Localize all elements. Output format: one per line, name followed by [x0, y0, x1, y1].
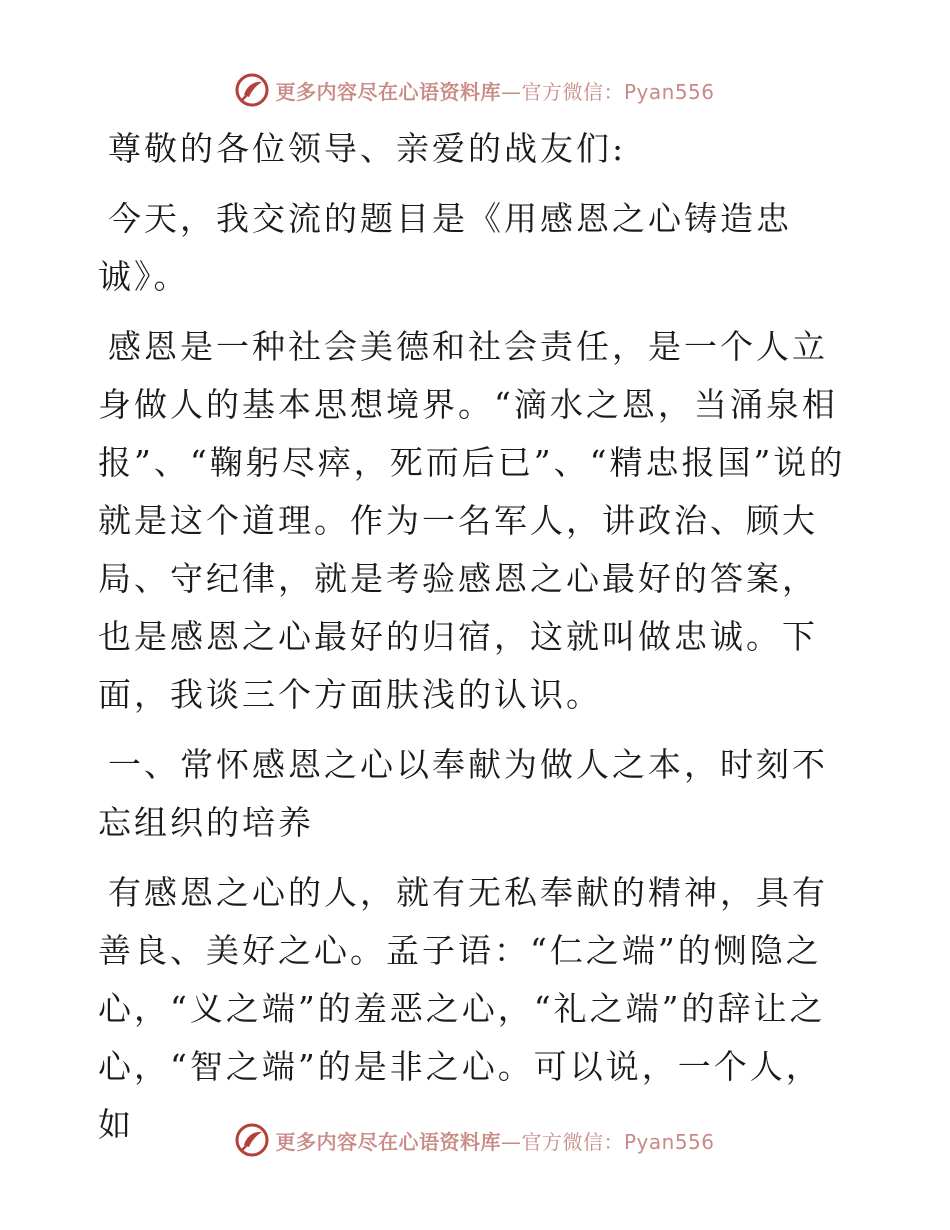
- header-separator: —: [500, 79, 522, 104]
- section-1-paragraph: 有感恩之心的人，就有无私奉献的精神，具有善良、美好之心。孟子语：“仁之端”的恻隐之心，“义之端”的羞恶之心，“礼之端”的辞让之心，“智之端”的是非之心。可以说，一个人，如: [98, 873, 828, 1144]
- header-brand-text: 更多内容尽在心语资料库: [275, 79, 501, 104]
- intro-paragraph: 感恩是一种社会美德和社会责任，是一个人立身做人的基本思想境界。“滴水之恩，当涌泉相报”、“鞠躬尽瘁，死而后已”、“精忠报国”说的就是这个道理。作为一名军人，讲政治、顾大局、守纪律，就是考验感恩之心最好的答案，也是感恩之心最好的归宿，这就叫做忠诚。下面，我谈三个方面肤浅的认识。: [98, 327, 846, 714]
- header-wechat-id: Pyan556: [623, 79, 715, 104]
- brand-logo-icon: [235, 73, 269, 107]
- header-banner: [0, 70, 950, 110]
- header-banner-text: [275, 76, 714, 105]
- header-wechat-label: 官方微信：: [521, 79, 624, 104]
- section-heading-1: 一、常怀感恩之心以奉献为做人之本，时刻不忘组织的培养: [98, 745, 828, 842]
- document-body: [98, 120, 850, 1166]
- salutation: 尊敬的各位领导、亲爱的战友们:: [108, 129, 627, 168]
- footer-brand-text: 更多内容尽在心语资料库: [275, 1129, 501, 1154]
- footer-separator: —: [500, 1129, 522, 1154]
- footer-wechat-id: Pyan556: [623, 1129, 715, 1154]
- footer-banner-text: [275, 1126, 714, 1155]
- speech-topic: 今天，我交流的题目是《用感恩之心铸造忠诚》。: [98, 199, 792, 296]
- footer-wechat-label: 官方微信：: [521, 1129, 624, 1154]
- footer-banner: [0, 1120, 950, 1160]
- brand-logo-icon: [235, 1123, 269, 1157]
